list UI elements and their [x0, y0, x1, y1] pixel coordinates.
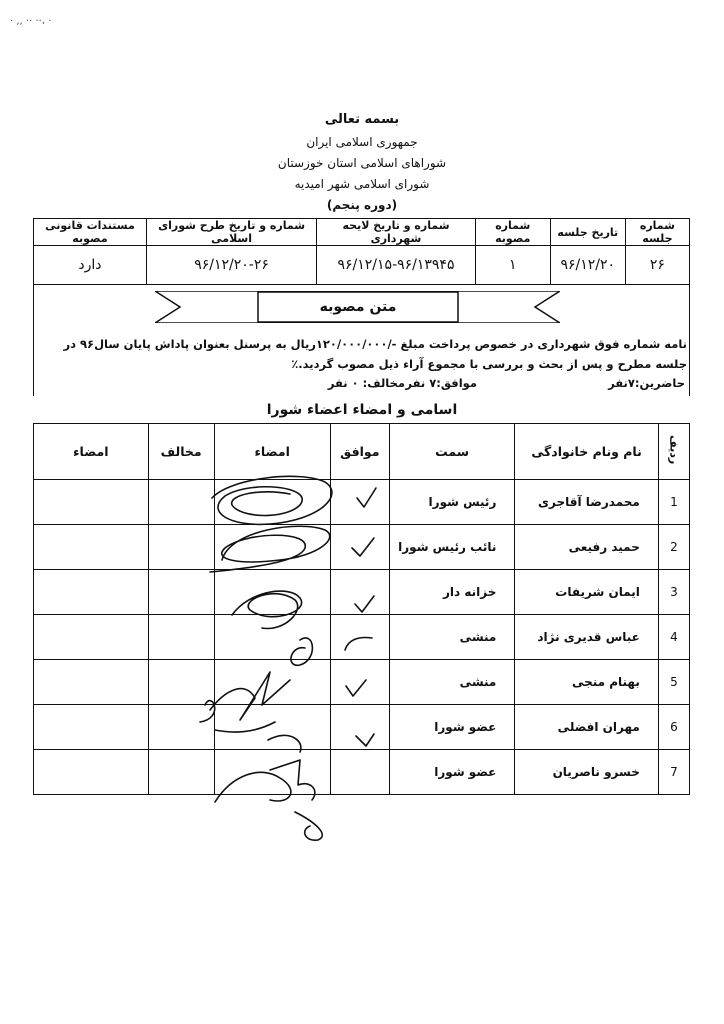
- member-signature: [214, 525, 330, 570]
- member-row: [34, 480, 690, 525]
- member-oppose-signature: [34, 525, 149, 570]
- member-oppose: [148, 570, 214, 615]
- meta-table: [33, 218, 690, 285]
- meta-header-bill-no-date: شماره و تاریخ لایحه شهرداری: [317, 219, 476, 246]
- meta-header-legal-basis: مستندات قانونی مصوبه: [34, 219, 147, 246]
- agree-count: موافق:۷ نفر: [405, 376, 477, 390]
- member-row: [34, 750, 690, 795]
- member-oppose-signature: [34, 705, 149, 750]
- member-agree-check: [330, 660, 389, 705]
- member-name: خسرو ناصریان: [515, 750, 659, 795]
- member-oppose: [148, 660, 214, 705]
- member-role: منشی: [389, 615, 515, 660]
- member-name: محمدرضا آقاجری: [515, 480, 659, 525]
- meta-header-plan-no-date: شماره و تاریخ طرح شورای اسلامی: [146, 219, 316, 246]
- meta-header-resolution-no: شماره مصوبه: [475, 219, 550, 246]
- resolution-title: متن مصوبه: [319, 299, 397, 315]
- member-role: منشی: [389, 660, 515, 705]
- header-city-council: شورای اسلامی شهر امیدیه: [294, 177, 430, 191]
- member-agree-check: [330, 750, 389, 795]
- basmala: بسمه تعالی: [324, 112, 400, 127]
- member-oppose: [148, 750, 214, 795]
- member-agree-check: [330, 525, 389, 570]
- meta-header-session-no: شماره جلسه: [625, 219, 689, 246]
- meta-values-row: [34, 246, 690, 285]
- resolution-text: نامه شماره فوق شهرداری در خصوص پرداخت مبلغ -/۱۲۰/۰۰۰/۰۰۰ریال به پرسنل بعنوان پاداش پایان سال۹۶ در جلسه مطرح و پس از بحث و بررسی با مجموع آراء ذیل مصوب گردید.٪: [63, 337, 687, 371]
- members-header-signature-agree: امضاء: [214, 424, 330, 480]
- member-signature: [214, 480, 330, 525]
- present-count: حاضرین:۷نفر: [608, 376, 685, 390]
- member-agree-check: [330, 705, 389, 750]
- meta-session-date: ۹۶/۱۲/۲۰: [550, 246, 625, 285]
- member-signature: [214, 705, 330, 750]
- member-name: حمید رفیعی: [515, 525, 659, 570]
- member-oppose: [148, 705, 214, 750]
- header-province-councils: شوراهای اسلامی استان خوزستان: [277, 156, 447, 170]
- member-role: عضو شورا: [389, 750, 515, 795]
- meta-plan-no-date: ۹۶/۱۲/۲۰-۲۶: [146, 246, 316, 285]
- member-agree-check: [330, 480, 389, 525]
- header-country: جمهوری اسلامی ایران: [306, 135, 418, 149]
- vote-stats: [35, 374, 687, 394]
- member-name: بهنام منجی: [515, 660, 659, 705]
- member-row: [34, 525, 690, 570]
- member-role: خزانه دار: [389, 570, 515, 615]
- member-signature: [214, 615, 330, 660]
- member-oppose-signature: [34, 750, 149, 795]
- member-row: [34, 615, 690, 660]
- member-no: 2: [658, 525, 689, 570]
- member-role: رئیس شورا: [389, 480, 515, 525]
- member-oppose-signature: [34, 660, 149, 705]
- member-signature: [214, 660, 330, 705]
- member-role: عضو شورا: [389, 705, 515, 750]
- member-agree-check: [330, 570, 389, 615]
- member-row: [34, 705, 690, 750]
- member-no: 4: [658, 615, 689, 660]
- oppose-count: مخالف: ۰ نفر: [327, 376, 405, 390]
- meta-header-session-date: تاریخ جلسه: [550, 219, 625, 246]
- member-row: [34, 570, 690, 615]
- member-oppose-signature: [34, 615, 149, 660]
- meta-bill-no-date: ۹۶/۱۲/۱۵-۹۶/۱۳۹۴۵: [317, 246, 476, 285]
- member-no: 6: [658, 705, 689, 750]
- member-agree-check: [330, 615, 389, 660]
- meta-resolution-no: ۱: [475, 246, 550, 285]
- meta-header-row: [34, 219, 690, 246]
- member-oppose-signature: [34, 480, 149, 525]
- members-header-signature-oppose: امضاء: [34, 424, 149, 480]
- meta-legal-basis: دارد: [34, 246, 147, 285]
- members-header-row: [34, 424, 690, 480]
- members-header-oppose: مخالف: [148, 424, 214, 480]
- member-name: مهران افضلی: [515, 705, 659, 750]
- member-name: عباس قدیری نژاد: [515, 615, 659, 660]
- member-role: نائب رئیس شورا: [389, 525, 515, 570]
- member-oppose: [148, 615, 214, 660]
- members-header-radif: ردیف: [658, 424, 689, 480]
- member-no: 7: [658, 750, 689, 795]
- member-signature: [214, 570, 330, 615]
- members-header-role: سمت: [389, 424, 515, 480]
- scan-marks: · ,, ·· ··، ·: [10, 16, 52, 27]
- member-oppose: [148, 525, 214, 570]
- meta-session-no: ۲۶: [625, 246, 689, 285]
- members-header-name: نام ونام خانوادگی: [515, 424, 659, 480]
- members-header-agree: موافق: [330, 424, 389, 480]
- member-name: ایمان شریفات: [515, 570, 659, 615]
- member-oppose: [148, 480, 214, 525]
- member-oppose-signature: [34, 570, 149, 615]
- member-row: [34, 660, 690, 705]
- members-table: [33, 423, 690, 795]
- member-no: 1: [658, 480, 689, 525]
- member-no: 5: [658, 660, 689, 705]
- member-no: 3: [658, 570, 689, 615]
- member-signature: [214, 750, 330, 795]
- header-term: (دوره پنجم): [326, 198, 398, 212]
- members-title: اسامی و امضاء اعضاء شورا: [266, 402, 458, 418]
